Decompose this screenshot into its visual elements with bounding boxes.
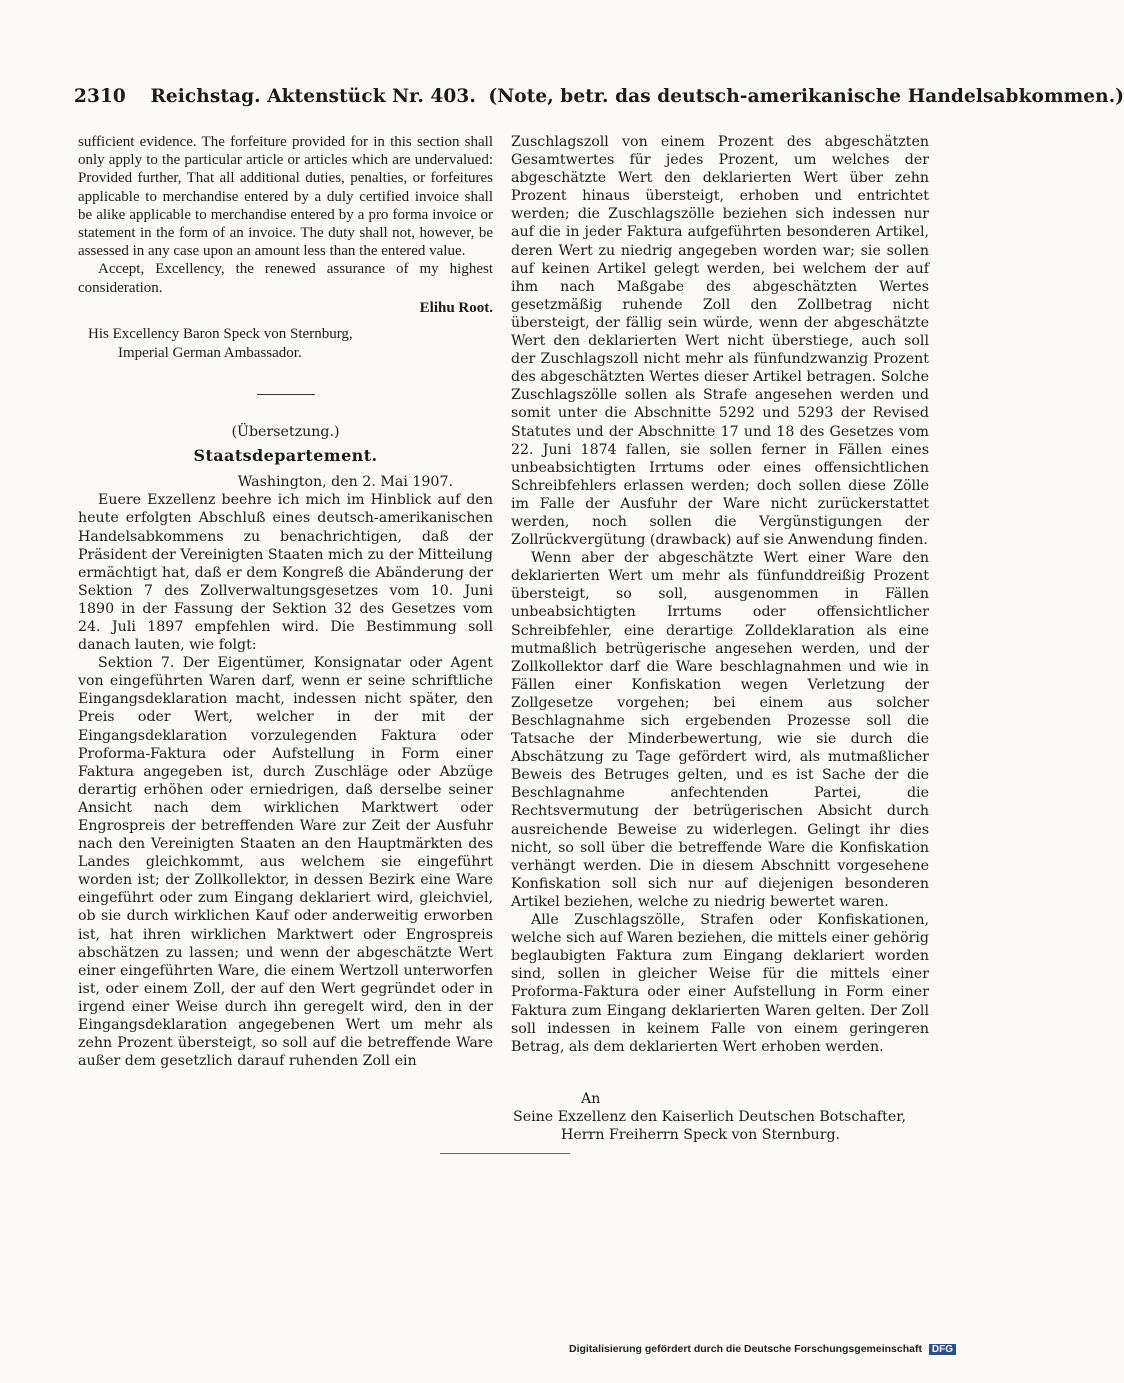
footer-text: Digitalisierung gefördert durch die Deutsche Forschungsgemeinschaft xyxy=(568,1343,922,1355)
page-header xyxy=(74,86,1124,107)
section-divider xyxy=(257,394,315,395)
page-number: 2310 xyxy=(74,86,126,107)
closing-formula: Accept, Excellency, the renewed assurance of my highest consideration. xyxy=(78,261,493,296)
footer-divider xyxy=(440,1153,570,1154)
recipient-line-1: Seine Exzellenz den Kaiserlich Deutschen Botschafter, xyxy=(513,1108,906,1125)
recipient-line-2: Herrn Freiherrn Speck von Sternburg. xyxy=(561,1126,841,1143)
right-paragraph-1: Zuschlagszoll von einem Prozent des abgeschätzten Gesamtwertes für jedes Prozent, um welches der abgeschätzte Wert den deklarierten Wert über zehn Prozent hinaus übersteigt, erhoben und entrichtet werden; die Zuschlagszölle beziehen sich indessen nur auf die in jeder Faktura aufgeführten besonderen Artikel, deren Wert zu niedrig angegeben worden war; sie sollen auf keinen Artikel gelegt werden, bei welchem der auf ihm nach Maßgabe des abgeschätzten Wertes gesetzmäßig ruhende Zoll den Zollbetrag nicht übersteigt, der fällig sein würde, wenn der abgeschätzte Wert den deklarierten Wert nicht überstiege, auch soll der Zuschlagszoll nicht mehr als fünfundzwanzig Prozent des abgeschätzten Wertes dieser Artikel betragen. Solche Zuschlagszölle sollen als Strafe angesehen werden und somit unter die Abschnitte 5292 und 5293 der Revised Statutes und der Abschnitte 17 und 18 des Gesetzes vom 22. Juni 1874 fallen, sie sollen ferner in Fällen eines unbeabsichtigten Irrtums oder eines offensichtlichen Schreibfehlers erlassen werden; doch sollen diese Zölle im Falle der Ausfuhr der Ware nicht zurückerstattet werden, noch sollen die Vergünstigungen der Zollrückvergütung (drawback) auf sie Anwendung finden. xyxy=(511,134,929,549)
header-title: Reichstag. Aktenstück Nr. 403. xyxy=(150,86,476,107)
addressee-line-2: Imperial German Ambassador. xyxy=(118,344,302,361)
german-paragraph-1: Euere Exzellenz beehre ich mich im Hinblick auf den heute erfolgten Abschluß eines deutsch-amerikanischen Handelsabkommens zu benachrichtigen, daß der Präsident der Vereinigten Staaten mich zu der Mitteilung ermächtigt hat, daß er dem Kongreß die Abänderung der Sektion 7 des Zollverwaltungsgesetzes vom 10. Juni 1890 in der Fassung der Sektion 32 des Gesetzes vom 24. Juli 1897 empfehlen wird. Die Bestimmung soll danach lauten, wie folgt: xyxy=(78,492,493,654)
recipient-an: An xyxy=(581,1090,601,1107)
german-paragraph-2: Sektion 7. Der Eigentümer, Konsignatar oder Agent von eingeführten Waren darf, wenn er seine schriftliche Eingangsdeklaration macht, indessen nicht später, den Preis oder Wert, welcher in der mit der Eingangsdeklaration vorzulegenden Faktura oder Proforma-Faktura oder Aufstellung in Form einer Faktura angegeben ist, durch Zuschläge oder Abzüge derartig erhöhen oder erniedrigen, daß derselbe seiner Ansicht nach dem wirklichen Marktwert oder Engrospreis der betreffenden Ware zur Zeit der Ausfuhr nach den Vereinigten Staaten an den Hauptmärkten des Landes gleichkommt, aus welchem sie eingeführt worden ist; der Zollkollektor, in dessen Bezirk eine Ware eingeführt oder zum Eingang deklariert wird, gleichviel, ob sie durch wirklichen Kauf oder anderweitig erworben ist, hat ihren wirklichen Marktwert oder Engrospreis abschätzen zu lassen; und wenn der abgeschätzte Wert einer eingeführten Ware, die einem Wertzoll unterworfen ist, oder einem Zoll, der auf den Wert gegründet oder in irgend einer Weise durch ihn geregelt wird, den in der Eingangsdeklaration angegebenen Wert um mehr als zehn Prozent übersteigt, so soll auf die betreffende Ware außer dem gesetzlich darauf ruhenden Zoll ein xyxy=(78,655,493,1070)
signature: Elihu Root. xyxy=(419,299,493,316)
department-heading: Staatsdepartement. xyxy=(193,446,378,466)
digitization-footer xyxy=(569,1343,956,1355)
english-paragraph: sufficient evidence. The forfeiture provided for in this section shall only apply to the particular article or articles which are undervalued: Provided further, That all additional duties, penalties, or forfeitures applicable to merchandise entered by a duly certified invoice shall be alike applicable to merchandise entered by a pro forma invoice or statement in the form of an invoice. The duty shall not, however, be assessed in any case upon an amount less than the entered value. xyxy=(78,134,493,260)
translation-note: (Übersetzung.) xyxy=(231,424,340,441)
right-paragraph-3: Alle Zuschlagszölle, Strafen oder Konfiskationen, welche sich auf Waren beziehen, die mittels einer gehörig beglaubigten Faktura zum Eingang deklariert worden sind, sollen in gleicher Weise für die mittels einer Proforma-Faktura oder einer Aufstellung in Form einer Faktura zum Eingang deklarierten Waren gelten. Der Zoll soll indessen in keinem Falle von einem geringeren Betrag, als dem deklarierten Wert erhoben werden. xyxy=(511,912,930,1055)
left-column xyxy=(78,133,493,1070)
dfg-logo: DFG xyxy=(929,1344,956,1355)
addressee xyxy=(78,325,493,362)
addressee-line-1: His Excellency Baron Speck von Sternburg, xyxy=(88,326,353,343)
dateline: Washington, den 2. Mai 1907. xyxy=(237,474,453,491)
right-column xyxy=(511,133,929,1144)
header-reference: (Note, betr. das deutsch-amerikanische Handelsabkommen.) xyxy=(488,86,1124,107)
right-paragraph-2: Wenn aber der abgeschätzte Wert einer Ware den deklarierten Wert um mehr als fünfunddreißig Prozent übersteigt, so soll, ausgenommen in Fällen unbeabsichtigten Irrtums oder offensichtlicher Schreibfehler, eine derartige Zolldeklaration als eine mutmaßlich betrügerische angesehen werden, und der Zollkollektor darf die Ware beschlagnahmen und wie in Fällen einer Konfiskation wegen Verletzung der Zollgesetze vorgehen; bei einem aus solcher Beschlagnahme sich ergebenden Prozesse soll die Tatsache der Minderbewertung, wie sie durch die Abschätzung zu Tage gefördert wird, als mutmaßlicher Beweis des Betruges gelten, und es ist Sache der die Beschlagnahme anfechtenden Partei, die Rechtsvermutung der betrügerischen Absicht durch ausreichende Beweise zu widerlegen. Gelingt ihr dies nicht, so soll über die betreffende Ware die Konfiskation verhängt werden. Die in diesem Abschnitt vorgesehene Konfiskation soll sich nur auf diejenigen besonderen Artikel beziehen, welche zu niedrig bewertet waren. xyxy=(511,550,929,910)
